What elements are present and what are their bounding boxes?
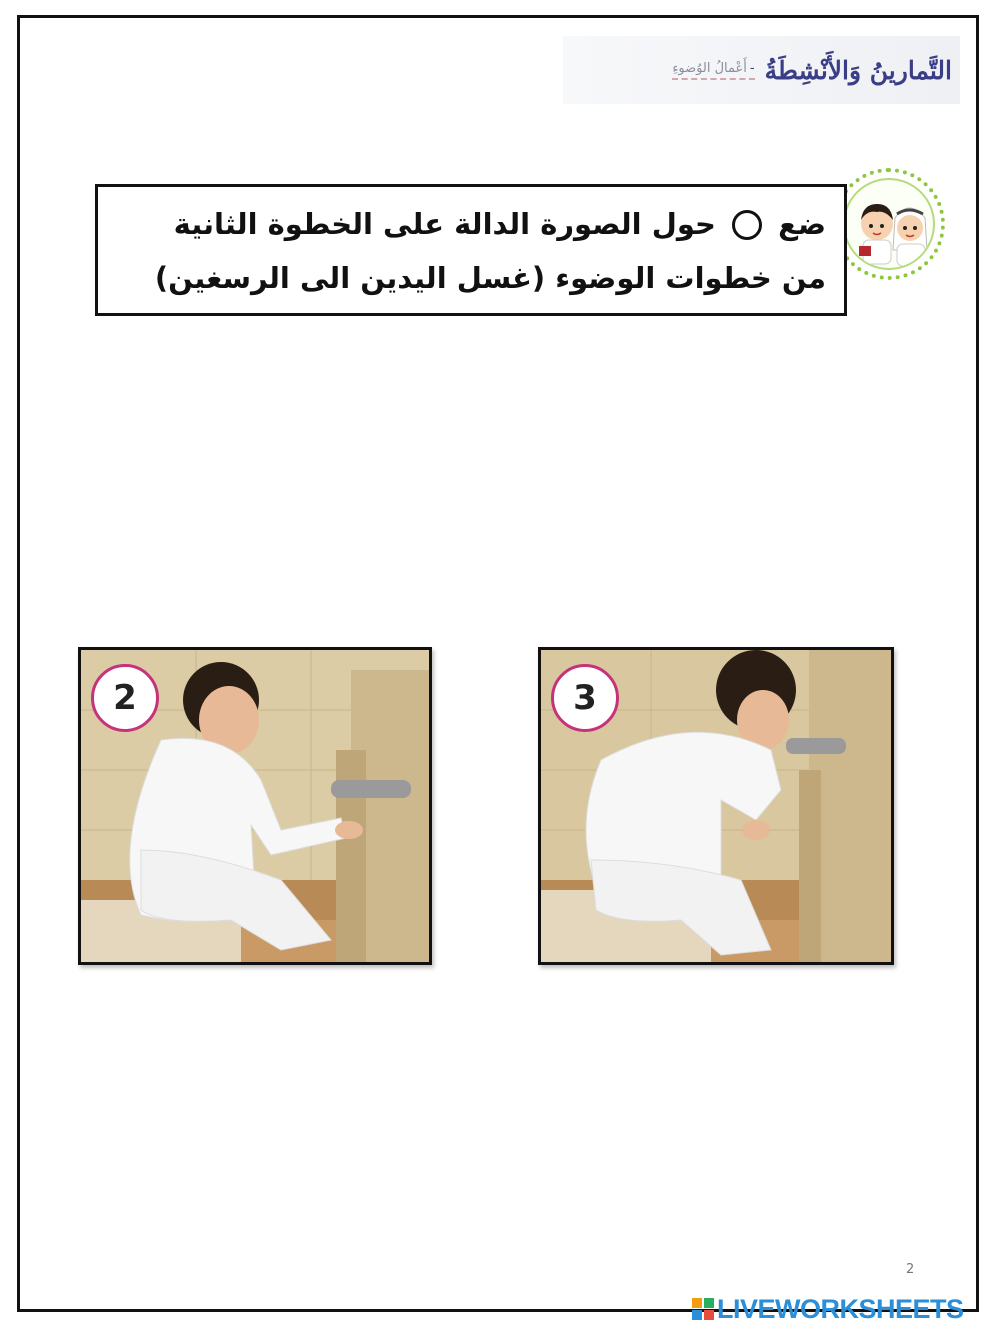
- step-number-badge: 3: [551, 664, 619, 732]
- page-number: 2: [906, 1262, 915, 1277]
- instruction-line-1: [116, 197, 826, 251]
- step-number-badge: 2: [91, 664, 159, 732]
- instruction-line-2: من خطوات الوضوء (غسل اليدين الى الرسغين): [154, 261, 826, 295]
- instruction-word-put: ضع: [778, 207, 826, 241]
- liveworksheets-logo-icon: [692, 1298, 714, 1320]
- header-subtitle: -أَعْمالُ الوُضوءِ: [672, 61, 754, 80]
- photo-step-2[interactable]: [78, 647, 432, 965]
- circle-icon: [732, 210, 762, 240]
- header-subtitle-text: أَعْمالُ الوُضوءِ: [672, 60, 747, 76]
- header-title: التَّمارينُ وَالأَنْشِطَةُ: [764, 55, 952, 85]
- liveworksheets-watermark[interactable]: [692, 1293, 964, 1325]
- instruction-box: [95, 184, 847, 316]
- watermark-text: LIVEWORKSHEETS: [717, 1293, 964, 1324]
- kids-badge-icon: [833, 168, 945, 280]
- header-banner: [563, 36, 960, 104]
- kids-illustration-icon: [845, 180, 935, 270]
- instruction-line-1-text: حول الصورة الدالة على الخطوة الثانية: [173, 207, 716, 241]
- photo-step-3[interactable]: [538, 647, 894, 965]
